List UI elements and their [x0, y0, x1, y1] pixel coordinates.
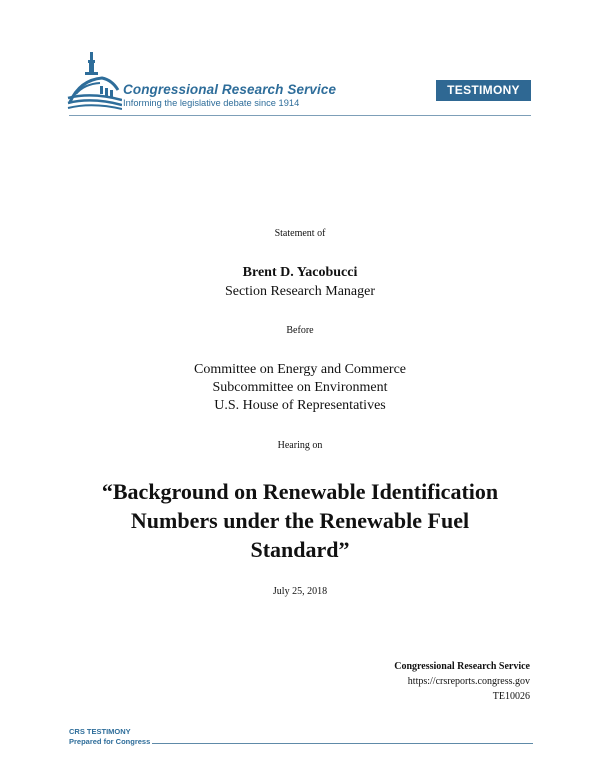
publisher-name: Congressional Research Service: [394, 661, 530, 672]
chamber-name: U.S. House of Representatives: [214, 398, 386, 413]
org-name: Congressional Research Service: [123, 82, 337, 97]
publisher-block: [394, 659, 530, 704]
committee-name: Committee on Energy and Commerce: [193, 362, 407, 377]
report-id: TE10026: [492, 691, 530, 702]
publisher-url[interactable]: https://crsreports.congress.gov: [407, 676, 530, 687]
document-header: [0, 0, 600, 120]
before-label: Before: [286, 325, 314, 336]
hearing-on-label: Hearing on: [277, 440, 323, 451]
hearing-title-line-1: “Background on Renewable Identification: [101, 479, 499, 504]
statement-of-label: Statement of: [274, 228, 326, 239]
hearing-date: July 25, 2018: [272, 586, 328, 597]
org-tagline: Informing the legislative debate since 1914: [123, 98, 300, 108]
capitol-dome-icon: [66, 50, 122, 110]
witness-title: Section Research Manager: [224, 284, 376, 299]
committee-block: [0, 361, 600, 415]
testimony-badge: TESTIMONY: [436, 80, 531, 101]
hearing-title: [70, 477, 530, 564]
hearing-title-line-3: Standard”: [250, 537, 350, 562]
header-divider: [69, 115, 531, 116]
hearing-title-line-2: Numbers under the Renewable Fuel: [130, 508, 470, 533]
footer-prepared-for-congress: Prepared for Congress: [69, 737, 151, 746]
footer-divider: [152, 743, 533, 744]
footer-crs-testimony: CRS TESTIMONY: [69, 727, 131, 736]
subcommittee-name: Subcommittee on Environment: [212, 380, 388, 395]
witness-name: Brent D. Yacobucci: [242, 265, 358, 280]
